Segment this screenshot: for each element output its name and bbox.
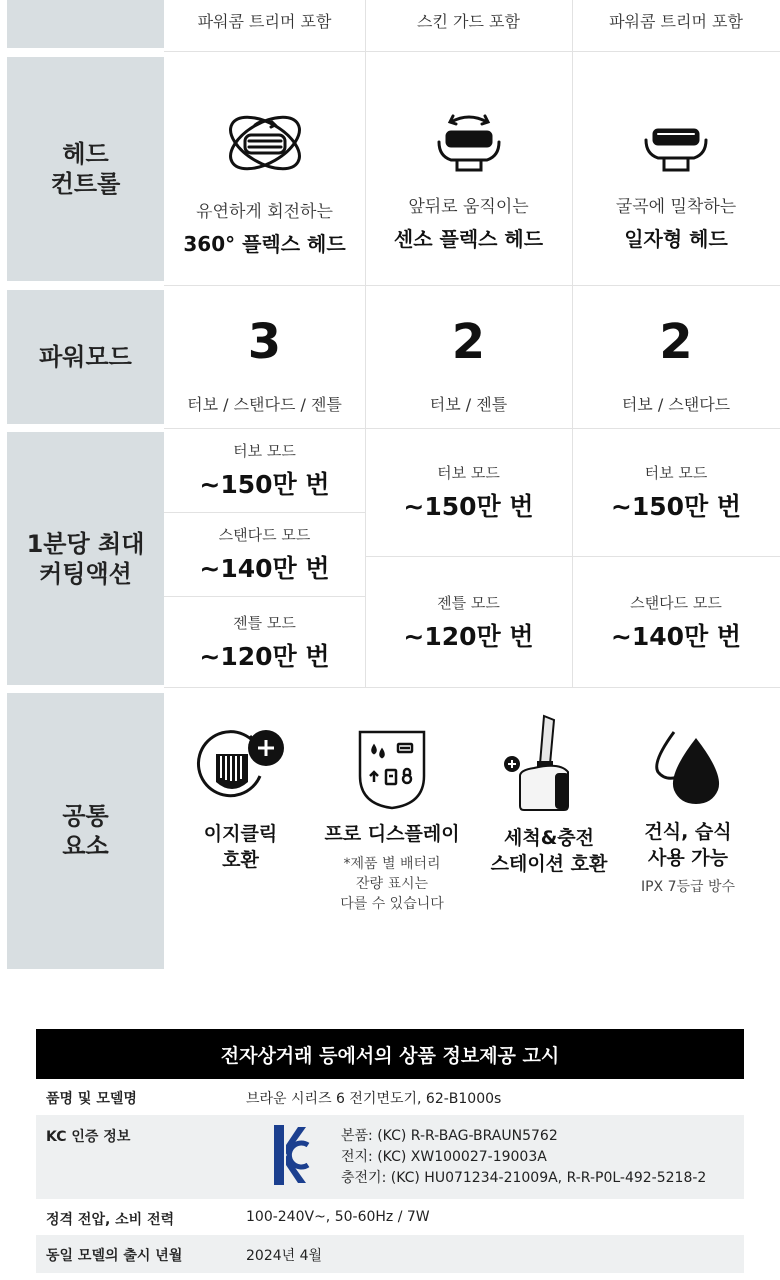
cut-cell-1b [164,513,365,596]
notice-row-voltage [36,1199,744,1235]
notice-key: 품명 및 모델명 [46,1091,137,1107]
power-label-1: 터보 / 스탠다드 / 젠틀 [187,395,342,414]
cut-cell-3a [572,429,780,556]
cut-label: 젠틀 모드 [233,613,296,632]
power-cell-3 [572,314,780,415]
notice-row-release [36,1235,744,1273]
cut-value: ~140만 번 [199,554,330,583]
power-label-2: 터보 / 젠틀 [429,395,508,414]
head-sub-3: 굴곡에 밀착하는 [615,197,737,217]
cut-cell-1c [164,597,365,687]
feature-note: IPX 7등급 방수 [640,879,736,896]
power-count-3: 2 [659,314,693,370]
divider [164,285,780,286]
power-count-2: 2 [451,314,486,370]
cut-cell-2b [365,557,572,687]
notice-row-model [36,1079,744,1115]
head-cell-1 [164,95,365,257]
cut-value: ~150만 번 [199,470,330,499]
notice-key: 동일 모델의 출시 년월 [46,1248,183,1264]
top-side-cell [7,0,164,48]
power-cell-2 [365,314,572,415]
kc-lines [341,1126,706,1189]
notice-key: KC 인증 정보 [46,1129,131,1145]
top-label-col1: 파워콤 트리머 포함 [197,11,332,31]
cut-cell-3b [572,557,780,687]
cut-label: 스탠다드 모드 [218,526,311,544]
power-count-1: 3 [247,314,282,370]
head-cell-3 [572,118,780,252]
notice-value: 2024년 4월 [246,1248,323,1264]
notice-value: 브라운 시리즈 6 전기면도기, 62-B1000s [246,1091,502,1107]
feature-wet-dry [628,728,748,898]
cut-cell-1a [164,429,365,512]
cut-value: ~120만 번 [199,641,330,671]
cut-label: 젠틀 모드 [437,593,500,612]
head-cell-2 [365,108,572,252]
notice-header: 전자상거래 등에서의 상품 정보제공 고시 [36,1029,744,1079]
head-main-1: 360° 플렉스 헤드 [183,232,346,256]
cut-label: 터보 모드 [437,464,500,482]
straight-head-icon [636,118,716,176]
top-label-col2: 스킨 가드 포함 [417,11,520,31]
feature-title: 프로 디스플레이 [324,823,460,845]
pro-display-icon [352,728,432,810]
notice-value: 100-240V~, 50-60Hz / 7W [246,1209,430,1225]
power-mode-title: 파워모드 [7,290,164,424]
feature-note: *제품 별 배터리 잔량 표시는 다를 수 있습니다 [340,855,444,913]
head-main-2: 센소 플렉스 헤드 [393,227,544,251]
top-label-col3: 파워콤 트리머 포함 [609,11,743,31]
common-features-title: 공통 요소 [7,693,164,969]
divider [164,687,780,688]
head-sub-2: 앞뒤로 움직이는 [408,197,529,217]
kc-line-charger: 충전기: (KC) HU071234-21009A, R-R-P0L-492-5218-2 [341,1170,707,1186]
feature-cleaning-station [474,712,624,877]
cut-value: ~140만 번 [610,621,742,651]
kc-line-battery: 전지: (KC) XW100027-19003A [341,1149,547,1165]
cut-value: ~150만 번 [403,492,534,521]
power-label-3: 터보 / 스탠다드 [621,395,731,414]
cut-value: ~150만 번 [610,492,742,521]
cut-label: 터보 모드 [233,442,296,460]
feature-easyclick [168,724,313,873]
cut-cell-2a [365,429,572,556]
cut-label: 터보 모드 [644,464,708,482]
notice-row-kc [36,1115,744,1199]
feature-title: 세척&충전 스테이션 호환 [490,827,608,875]
kc-mark-icon [272,1123,312,1187]
power-cell-1 [164,314,365,415]
head-control-title: 헤드 컨트롤 [7,57,164,281]
feature-title: 이지클릭 호환 [203,823,278,871]
cutting-action-title: 1분당 최대 커팅액션 [7,432,164,685]
cut-label: 스탠다드 모드 [630,593,722,612]
divider [164,51,780,52]
kc-line-main: 본품: (KC) R-R-BAG-BRAUN5762 [341,1128,558,1144]
head-main-3: 일자형 헤드 [624,227,728,251]
feature-title: 건식, 습식 사용 가능 [644,821,732,869]
feature-pro-display [318,728,466,915]
cut-value: ~120만 번 [403,621,534,651]
easyclick-icon [194,724,288,810]
cleaning-station-icon [504,712,594,814]
swivel-head-icon [429,108,509,176]
head-sub-1: 유연하게 회전하는 [196,202,333,222]
rotating-head-icon [217,95,313,191]
water-drops-icon [648,728,728,808]
notice-key: 정격 전압, 소비 전력 [46,1212,175,1228]
